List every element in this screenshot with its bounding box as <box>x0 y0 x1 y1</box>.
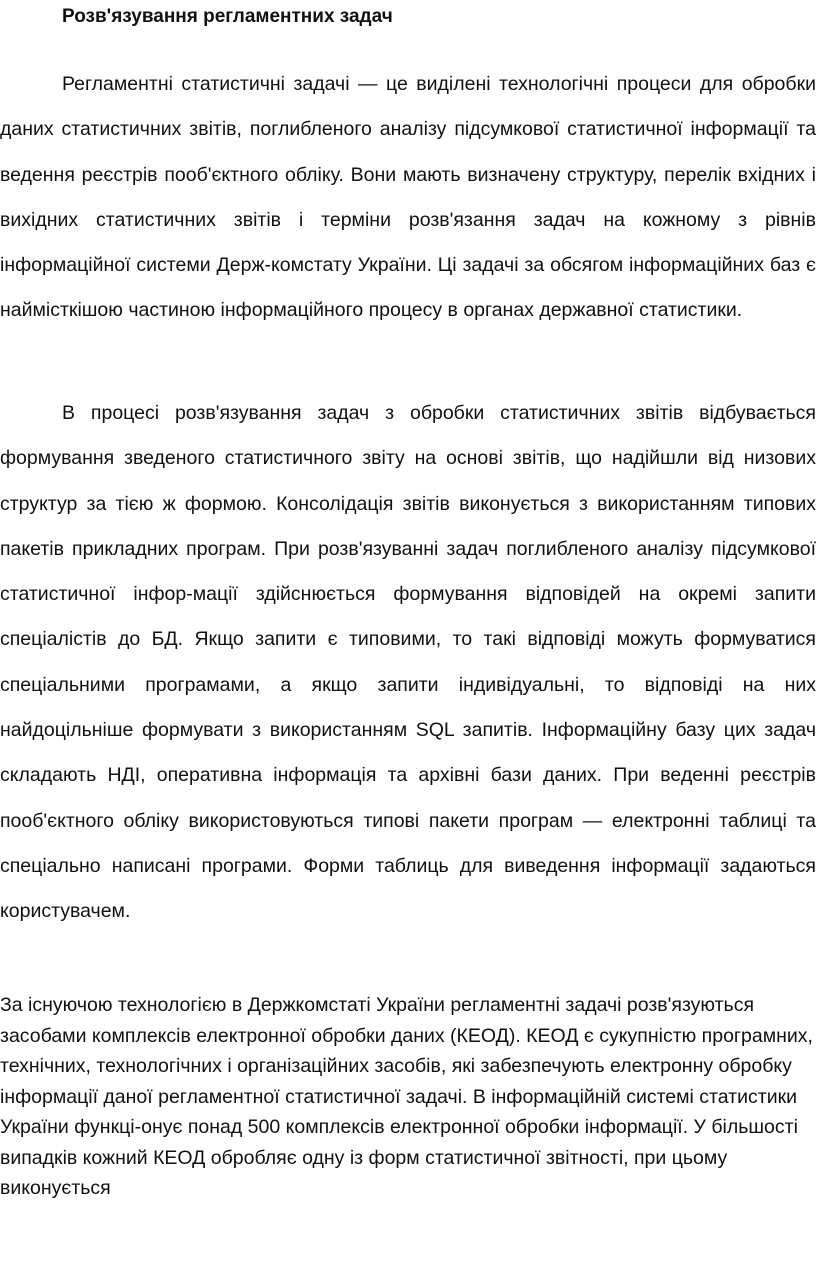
document-heading: Розв'язування регламентних задач <box>62 6 393 27</box>
paragraph-regulatory-tasks: Регламентні статистичні задачі — це виділені технологічні процеси для обробки даних статистичних звітів, поглибленого аналізу підсумкової статистичної інформації та ведення реєстрів пооб'єктного обліку. Вони мають визначену структуру, перелік вхідних і вихідних статистичних звітів і терміни розв'язання задач на кожному з рівнів інформаційної системи Держ-комстату України. Ці задачі за обсягом інформаційних баз є наймісткішою частиною інформаційного процесу в органах державної статистики. <box>0 73 816 322</box>
paragraph-keod: За існуючою технологією в Держкомстаті України регламентні задачі розв'язуються засобами комплексів електронної обробки даних (КЕОД). КЕОД є сукупністю програмних, технічних, технологічних і організаційних засобів, які забезпечують електронну обробку інформації даної регламентної статистичної задачі. В інформаційній системі статистики України функці-онує понад 500 комплексів електронної обробки інформації. У більшості випадків кожний КЕОД обробляє одну із форм статистичної звітності, при цьому виконується <box>0 994 813 1199</box>
paragraph-processing-reports: В процесі розв'язування задач з обробки статистичних звітів відбувається формування зведеного статистичного звіту на основі звітів, що надійшли від низових структур за тією ж формою. Консолідація звітів виконується з використанням типових пакетів прикладних програм. При розв'язуванні задач поглибленого аналізу підсумкової статистичної інфор-мації здійснюється формування відповідей на окремі запити спеціалістів до БД. Якщо запити є типовими, то такі відповіді можуть формуватися спеціальними програмами, а якщо запити індивідуальні, то відповіді на них найдоцільніше формувати з використанням SQL запитів. Інформаційну базу цих задач складають НДІ, оперативна інформація та архівні бази даних. При веденні реєстрів пооб'єктного обліку використовуються типові пакети програм — електронні таблиці та спеціально написані програми. Форми таблиць для виведення інформації задаються користувачем. <box>0 402 816 923</box>
